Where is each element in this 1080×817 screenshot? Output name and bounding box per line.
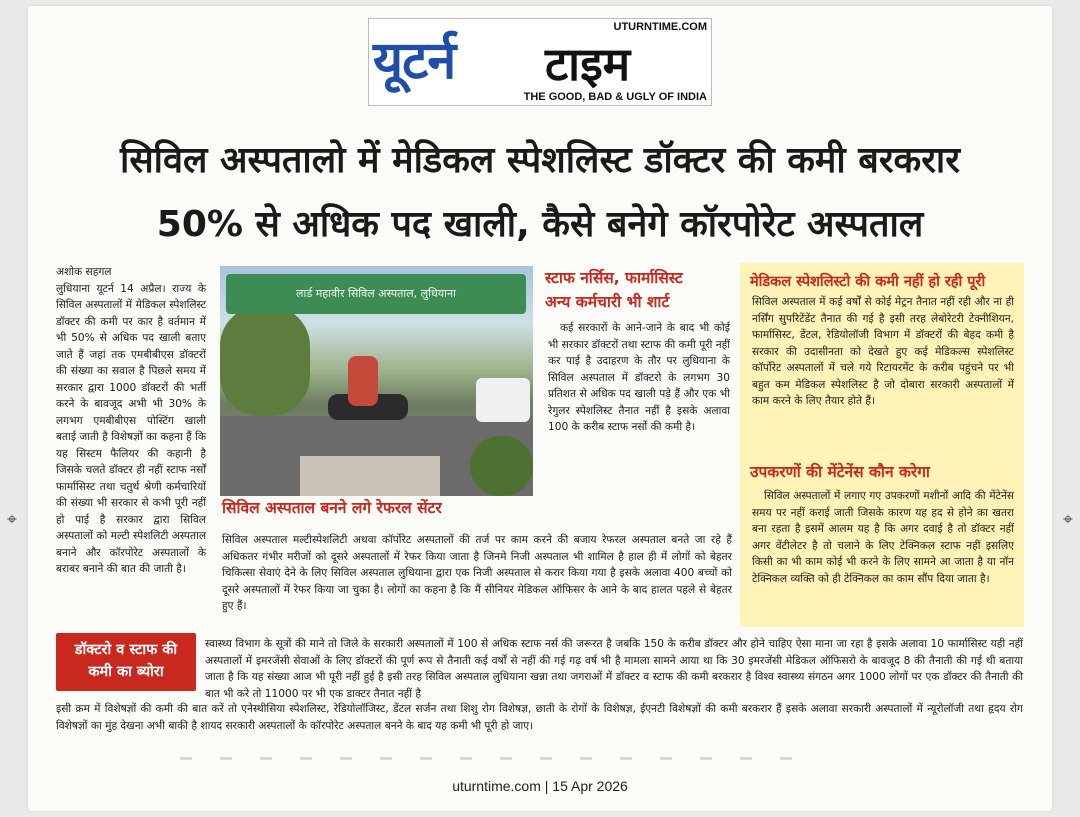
subhead-equipment: उपकरणों की मेंटेनेंस कौन करेगा <box>750 463 930 481</box>
divider <box>180 757 820 760</box>
hospital-sign: लार्ड महावीर सिविल अस्पताल, लुधियाना <box>226 274 526 314</box>
masthead-url: UTURNTIME.COM <box>613 21 707 33</box>
left-article-text: लुधियाना यूटर्न 14 अप्रैल। राज्य के सिविल अस्पतालों में मेडिकल स्पेशलिस्ट डॉक्टर की कमी पर कार है वर्तमान में भी 50% से अधिक पद खाली बताए जाते हैं जहां तक एमबीबीएस डॉक्टरों की संख्या का सवाल है पिछले समय में सरकार द्वारा 1000 डॉक्टरों की भर्ती करने के बावजूद अभी भी 30% के लगभग एमबीबीएस पोस्टिंग खाली बताई जाती है विशेषज्ञों का कहना हैं कि यह सिस्टम फैलियर की कहानी है जिसके चलते डॉक्टर ही नहीं स्टाफ नर्सों फार्मासिस्ट तथा चतुर्थ श्रेणी कर्मचारियों की संख्या भी सरकार से कभी पूरी नहीं हो पाई है सरकार द्वारा सिविल अस्पतालों को मल्टी स्पेशलिटी अस्पताल बनाने और कॉरपोरेट अस्पतालों के बराबर बनाने की बात की जाती है। <box>56 282 206 575</box>
headline-main: सिविल अस्पतालो में मेडिकल स्पेशलिस्ट डॉक्टर की कमी बरकरार <box>120 140 960 181</box>
bottom-text-indented: स्वास्थ्य विभाग के सूत्रों की माने तो जिले के सरकारी अस्पतालों में 100 से अधिक स्टाफ नर्स की जरूरत है जबकि 150 के करीब डॉक्टर और होने चाहिए ऐसा माना जा रहा है इसके अलावा 10 फार्मासिस्ट यही नहीं अस्पतालों में इमरजेंसी सेवाओं के लिए डॉक्टरों की पूर्ण रूप से तैनाती कई वर्षों से नहीं की गई गढ़ वर्ष भी है मामला सामने आया था कि 30 इमरजेंसी मेडिकल ऑफिसरो के बावजूद 8 की तैनाती की गई थी बताया जाता है कि यह संख्या आज भी पूरी नहीं हुई है इसी तरह सिविल अस्पताल लुधियाना खन्ना तथा जगराओं में डॉक्टर व स्टाफ की कमी बरकरार है विश्व स्वास्थ्य संगठन अगर 1000 लोगों पर एक डॉक्टर की तैनाती की बात भी करे तो 11000 पर भी एक डाक्टर तैनात नहीं है <box>205 638 1023 700</box>
masthead-name-blue: यूटर्न <box>373 31 456 91</box>
masthead-tagline: THE GOOD, BAD & UGLY OF INDIA <box>523 91 707 103</box>
details-label-box: डॉक्टरो व स्टाफ की कमी का ब्योरा <box>56 633 196 691</box>
equipment-text: सिविल अस्पतालों में लगाए गए उपकरणों मशीनों आदि की मेंटेनेंस समय पर नहीं कराई जाती जिसके कारण यह हद से होने का खतरा बना रहता है इसमें आलम यह है कि अगर दवाई है तो डॉक्टर नहीं अगर वेंटीलेटर है तो चलाने के लिए टेक्निकल स्टाफ नहीं इसलिए किसी का भी काम कोई भी करने के लिए सामने आ जाता है या नॉन टेक्निकल व्यक्ति को ही टेक्निकल का काम सौंप दिया जाता है। <box>752 490 1014 585</box>
bottom-text-full: इसी क्रम में विशेषज्ञों की कमी की बात करें तो एनेस्थीसिया स्पेशलिस्ट, रेडियोलॉजिस्ट, डेंटल सर्जन तथा शिशु रोग विशेषज्ञ, छाती के रोगों के विशेषज्ञ, ईएनटी विशेषज्ञों की कमी बरकरार हैं इसके अलावा सरकारी अस्पतालों में न्यूरोलॉजी तथा हृदय रोग विशेषज्ञों का मुंह देखना अभी बाकी है शायद सरकारी अस्पतालों के कॉरपोरेट अस्पताल बनने के बाद यह कमी भी पूरी हो जाए। <box>56 703 1023 732</box>
byline: अशोक सहगल <box>56 266 112 278</box>
masthead-logo <box>368 18 712 106</box>
subhead-specialists: मेडिकल स्पेशलिस्टो की कमी नहीं हो रही पूरी <box>750 274 986 290</box>
subhead-referral: सिविल अस्पताल बनने लगे रेफरल सेंटर <box>222 499 442 517</box>
page-footer: uturntime.com | 15 Apr 2026 <box>452 778 628 794</box>
middle-article-text: कई सरकारों के आने-जाने के बाद भी कोई भी सरकार डॉक्टरों तथा स्टाफ की कमी पूरी नहीं कर पाई है उदाहरण के तौर पर लुधियाना के सिविल अस्पताल में डॉक्टरो के लगभग 30 प्रतिशत से अधिक पद खाली पड़े हैं और एक भी रेगुलर स्पेशलिस्ट तैनात नहीं है इसके अलावा 100 के करीब स्टाफ नर्सो की कमी है। <box>548 322 730 433</box>
headline-sub: 50% से अधिक पद खाली, कैसे बनेगे कॉरपोरेट अस्पताल <box>156 204 924 245</box>
subhead-staff: स्टाफ नर्सिस, फार्मासिस्ट अन्य कर्मचारी भी शार्ट <box>545 269 683 311</box>
hospital-photo <box>220 266 533 496</box>
left-article-column <box>56 264 206 578</box>
registration-mark-icon: ⌖ <box>1062 509 1074 530</box>
referral-article-text: सिविल अस्पताल मल्टीस्पेशलिटी अथवा कॉर्पोरेट अस्पतालों की तर्ज पर काम करने की बजाय रेफरल अस्पताल बनते जा रहे हैं अधिकतर गंभीर मरीजों को दूसरे अस्पतालों में रेफर किया जाता है जिनमे निजी अस्पताल भी शामिल है हाल ही में लोगों को बेहतर चिकित्सा सेवाएं देने के लिए सिविल अस्पताल लुधियाना द्वारा एक निजी अस्पताल से करार किया गया है इसके अलावा 400 बच्चों को दूसरे अस्पतालों में रेफर किया जा चुका है। लोगों का कहना है कि मैं सीनियर मेडिकल ऑफिसर के आने के बाद हालत पहले से बेहतर हुए हैं। <box>222 534 732 612</box>
registration-mark-icon: ⌖ <box>6 509 18 530</box>
specialists-text: सिविल अस्पताल में कई वर्षों से कोई मेट्रन तैनात नहीं रही और ना ही नर्सिंग सुपरिटेंडेंट तैनात की गई है इसी तरह लेबोरेटरी टेक्नीशियन, फार्मासिस्ट, डेंटल, रेडियोलॉजी विभाग में डॉक्टरों की बेहद कमी है सरकार की उदासीनता को देखते हुए कई मेडिकल्स स्पेशलिस्ट कॉर्पोरेट अस्पतालों में चले गये रिटायरमेंट के करीब पहुंचने पर भी बहुत कम मेडिकल स्पेशलिस्ट है जो दोबारा सरकारी अस्पतालों में काम करने के लिए तैयार होते हैं। <box>752 296 1014 407</box>
masthead-name-black: टाइम <box>545 37 631 91</box>
